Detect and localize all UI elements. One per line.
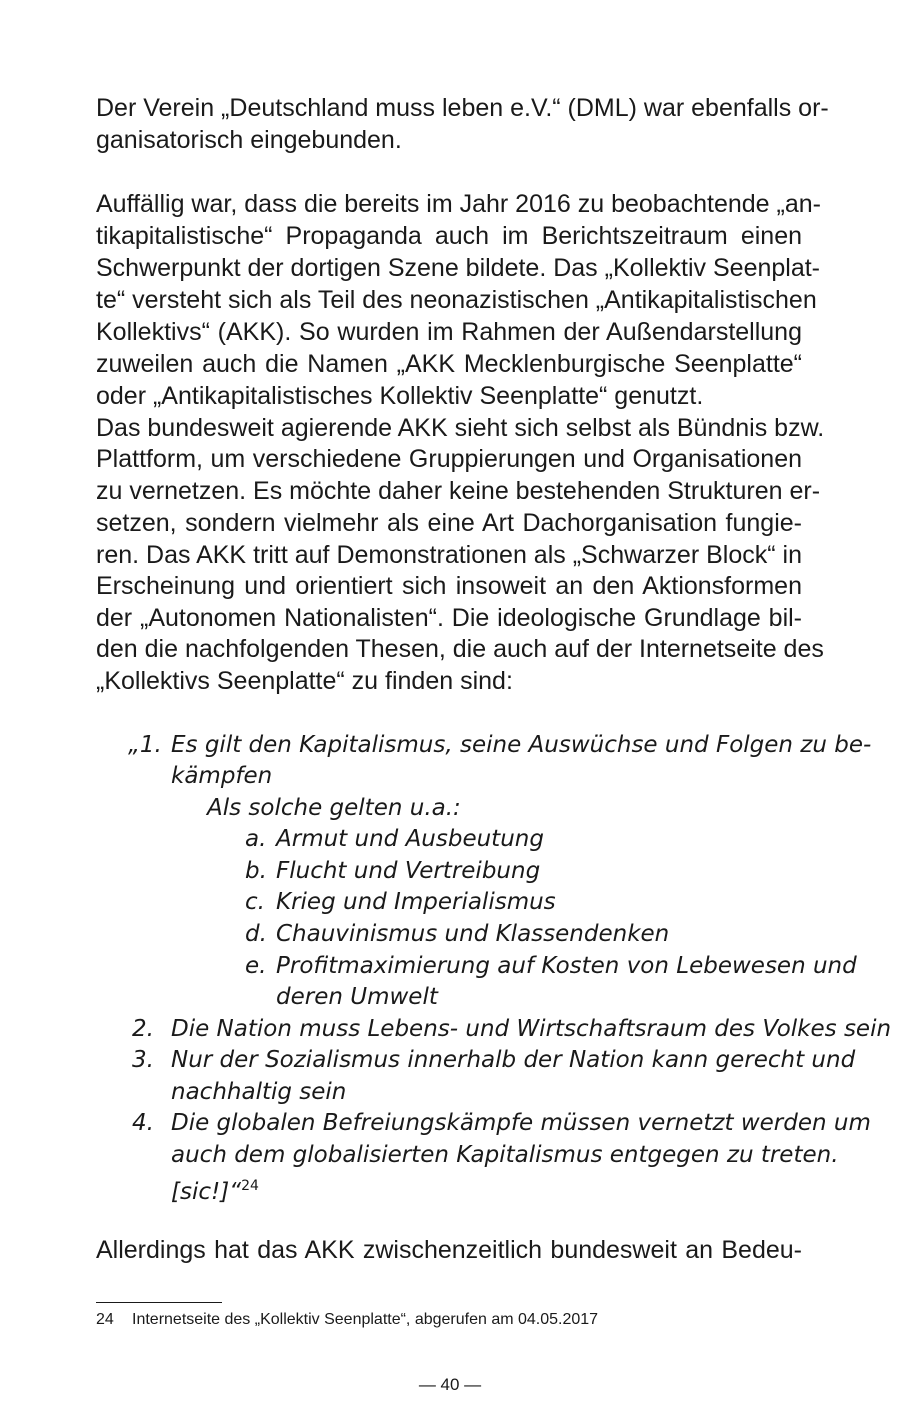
paragraph-3-line-8: den die nachfolgenden Thesen, die auch auf der Internetseite des bbox=[96, 635, 824, 663]
subitem-c-text: Krieg und Imperialismus bbox=[276, 889, 556, 915]
subitem-e-text: Profitmaximierung auf Kosten von Lebewesen und bbox=[276, 953, 857, 979]
subitem-e-letter: e. bbox=[245, 953, 267, 979]
quote-item-2-number: 2. bbox=[132, 1016, 154, 1042]
paragraph-1-line-1: Der Verein „Deutschland muss leben e.V.“ (DML) war ebenfalls or- bbox=[96, 94, 829, 122]
footnote-reference[interactable]: 24 bbox=[241, 1178, 259, 1194]
paragraph-2-line-7: oder „Antikapitalistisches Kollektiv Seenplatte“ genutzt. bbox=[96, 382, 704, 410]
subitem-d-letter: d. bbox=[245, 921, 267, 947]
quote-item-4-number: 4. bbox=[132, 1110, 154, 1136]
subitem-b-letter: b. bbox=[245, 858, 267, 884]
subitem-b-text: Flucht und Vertreibung bbox=[276, 858, 541, 884]
quote-item-4-line-1: Die globalen Befreiungskämpfe müssen vernetzt werden um bbox=[171, 1110, 871, 1136]
paragraph-3-line-2: Plattform, um verschiedene Gruppierungen und Organisationen bbox=[96, 445, 802, 473]
footnote-divider bbox=[96, 1302, 222, 1303]
subitem-a-letter: a. bbox=[245, 826, 267, 852]
paragraph-2-line-3: Schwerpunkt der dortigen Szene bildete. Das „Kollektiv Seenplat- bbox=[96, 254, 821, 282]
paragraph-3-line-9: „Kollektivs Seenplatte“ zu finden sind: bbox=[96, 667, 513, 695]
footnote-text: Internetseite des „Kollektiv Seenplatte“, abgerufen am 04.05.2017 bbox=[132, 1311, 599, 1328]
quote-item-3-line-1: Nur der Sozialismus innerhalb der Nation kann gerecht und bbox=[171, 1047, 856, 1073]
footnote-number: 24 bbox=[96, 1311, 114, 1328]
paragraph-2-line-4: te“ versteht sich als Teil des neonazistischen „Antikapitalistischen bbox=[96, 286, 817, 314]
quote-item-1-number: „1. bbox=[128, 732, 162, 758]
quote-item-1-intro: Als solche gelten u.a.: bbox=[207, 795, 461, 821]
quote-item-2-line-1: Die Nation muss Lebens- und Wirtschaftsraum des Volkes sein bbox=[171, 1016, 892, 1042]
paragraph-3-line-3: zu vernetzen. Es möchte daher keine bestehenden Strukturen er- bbox=[96, 477, 821, 505]
quote-item-1-line-2: kämpfen bbox=[171, 763, 273, 789]
paragraph-3-line-4: setzen, sondern vielmehr als eine Art Dachorganisation fungie- bbox=[96, 509, 802, 537]
subitem-a-text: Armut und Ausbeutung bbox=[276, 826, 544, 852]
paragraph-3-line-1: Das bundesweit agierende AKK sieht sich selbst als Bündnis bzw. bbox=[96, 414, 825, 442]
quote-item-4-line-2: auch dem globalisierten Kapitalismus entgegen zu treten. bbox=[171, 1142, 839, 1168]
paragraph-2-line-6: zuweilen auch die Namen „AKK Mecklenburgische Seenplatte“ bbox=[96, 350, 802, 378]
footnote bbox=[96, 1309, 598, 1331]
subitem-d-text: Chauvinismus und Klassendenken bbox=[276, 921, 670, 947]
subitem-e-continuation: deren Umwelt bbox=[276, 984, 438, 1010]
quote-item-3-number: 3. bbox=[132, 1047, 154, 1073]
quote-item-3-line-2: nachhaltig sein bbox=[171, 1079, 347, 1105]
paragraph-1-line-2: ganisatorisch eingebunden. bbox=[96, 126, 402, 154]
paragraph-3-line-7: der „Autonomen Nationalisten“. Die ideologische Grundlage bil- bbox=[96, 604, 802, 632]
paragraph-2-line-1: Auffällig war, dass die bereits im Jahr 2016 zu beobachtende „an- bbox=[96, 190, 821, 218]
page-number: — 40 — bbox=[418, 1375, 482, 1394]
paragraph-2-line-2: tikapitalistische“ Propaganda auch im Berichtszeitraum einen bbox=[96, 222, 802, 250]
paragraph-3-line-6: Erscheinung und orientiert sich insoweit an den Aktionsformen bbox=[96, 572, 802, 600]
paragraph-2-line-5: Kollektivs“ (AKK). So wurden im Rahmen der Außendarstellung bbox=[96, 318, 802, 346]
subitem-c-letter: c. bbox=[245, 889, 265, 915]
quote-item-4-line-3-text: [sic!]“ bbox=[171, 1179, 242, 1205]
quote-item-4-line-3 bbox=[171, 1170, 259, 1208]
paragraph-4-line-1: Allerdings hat das AKK zwischenzeitlich bundesweit an Bedeu- bbox=[96, 1236, 802, 1264]
quote-item-1-line-1: Es gilt den Kapitalismus, seine Auswüchse und Folgen zu be- bbox=[171, 732, 872, 758]
paragraph-3-line-5: ren. Das AKK tritt auf Demonstrationen als „Schwarzer Block“ in bbox=[96, 541, 802, 569]
